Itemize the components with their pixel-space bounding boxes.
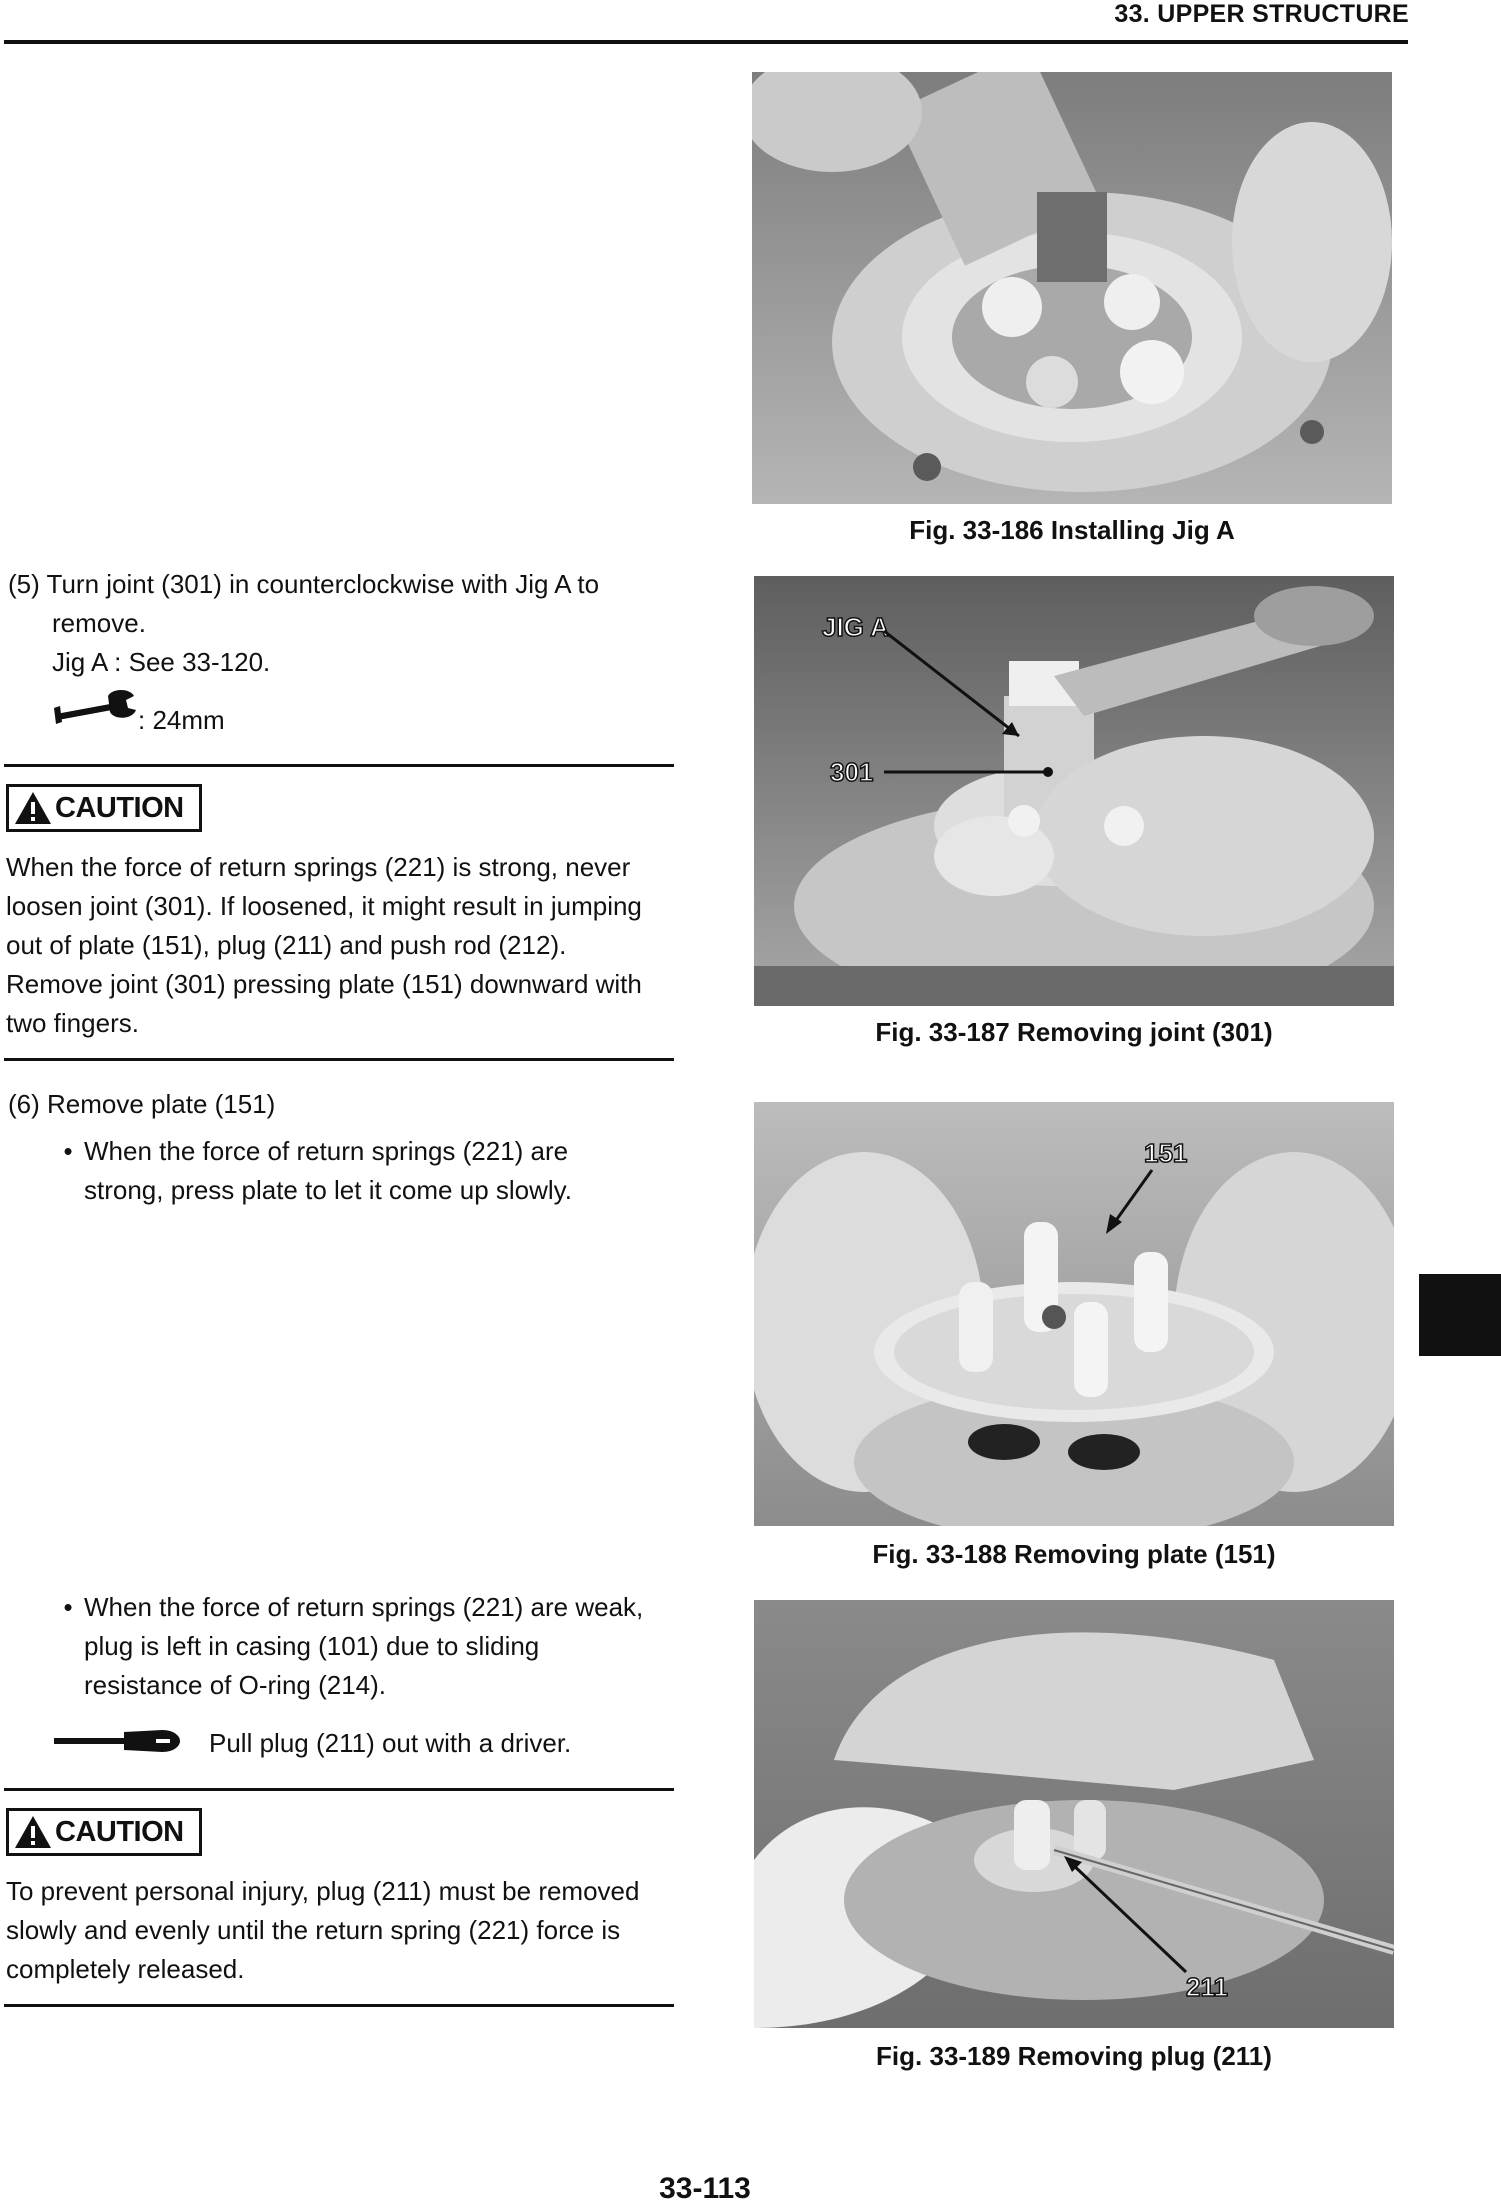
- step-6-bullet-2: [52, 1588, 643, 1627]
- figure-186-photo: [752, 72, 1392, 504]
- caution-1-badge: [6, 784, 202, 832]
- step-6-bullet-2-line-1: When the force of return springs (221) are weak,: [84, 1592, 644, 1622]
- caution-1-top-rule: [4, 764, 674, 767]
- wrench-size: : 24mm: [138, 705, 225, 735]
- step-6-bullet-1-line-2: strong, press plate to let it come up slowly.: [84, 1175, 572, 1205]
- figure-188-photo: [754, 1102, 1394, 1526]
- caution-1-label: CAUTION: [55, 791, 184, 824]
- figure-187-caption: Fig. 33-187 Removing joint (301): [875, 1017, 1273, 1047]
- caution-2-line-2: slowly and evenly until the return spring (221) force is: [6, 1915, 621, 1945]
- bullet-dot: •: [63, 1136, 73, 1166]
- driver-note: Pull plug (211) out with a driver.: [209, 1728, 572, 1758]
- caution-2-label: CAUTION: [55, 1815, 184, 1848]
- caution-1-line-2: loosen joint (301). If loosened, it might result in jumping: [6, 891, 642, 921]
- caution-2-line-3: completely released.: [6, 1954, 245, 1984]
- figure-189-photo: [754, 1600, 1394, 2028]
- header-rule: [4, 40, 1408, 44]
- caution-1-line-5: two fingers.: [6, 1008, 139, 1038]
- caution-2-badge: [6, 1808, 202, 1856]
- caution-1-bottom-rule: [4, 1058, 674, 1061]
- page-number: 33-113: [659, 2172, 751, 2205]
- figure-188-part-label: 151: [1144, 1138, 1188, 1168]
- step-6-bullet-2-line-2: plug is left in casing (101) due to sliding: [84, 1631, 540, 1661]
- step-5-line-2: remove.: [52, 608, 146, 638]
- figure-187-part-dot: [1043, 767, 1053, 777]
- figure-187-jig-label: JIG A: [822, 612, 889, 642]
- section-title: 33. UPPER STRUCTURE: [1114, 0, 1409, 28]
- screwdriver-icon: [52, 1726, 182, 1756]
- step-6-bullet-1: [52, 1132, 568, 1171]
- figure-187-photo: [754, 576, 1394, 1006]
- figure-186-caption: Fig. 33-186 Installing Jig A: [909, 515, 1235, 545]
- bullet-dot: •: [63, 1592, 73, 1622]
- caution-2-line-1: To prevent personal injury, plug (211) must be removed: [6, 1876, 640, 1906]
- caution-2-top-rule: [4, 1788, 674, 1791]
- caution-2-bottom-rule: [4, 2004, 674, 2007]
- figure-187-part-label: 301: [830, 757, 874, 787]
- figure-189-caption: Fig. 33-189 Removing plug (211): [876, 2041, 1272, 2071]
- step-5-line-1: (5) Turn joint (301) in counterclockwise with Jig A to: [8, 569, 600, 599]
- step-5-line-3: Jig A : See 33-120.: [52, 647, 271, 677]
- chapter-side-tab: [1419, 1274, 1501, 1356]
- step-6-title: (6) Remove plate (151): [8, 1089, 276, 1119]
- caution-1-line-1: When the force of return springs (221) is strong, never: [6, 852, 631, 882]
- caution-1-line-4: Remove joint (301) pressing plate (151) downward with: [6, 969, 642, 999]
- wrench-icon: [52, 690, 138, 730]
- step-6-bullet-2-line-3: resistance of O-ring (214).: [84, 1670, 387, 1700]
- figure-188-caption: Fig. 33-188 Removing plate (151): [872, 1539, 1276, 1569]
- step-6-bullet-1-line-1: When the force of return springs (221) are: [84, 1136, 569, 1166]
- caution-1-line-3: out of plate (151), plug (211) and push rod (212).: [6, 930, 567, 960]
- figure-189-part-label: 211: [1186, 1972, 1228, 2002]
- warning-icon: [13, 1814, 53, 1850]
- warning-icon: [13, 790, 53, 826]
